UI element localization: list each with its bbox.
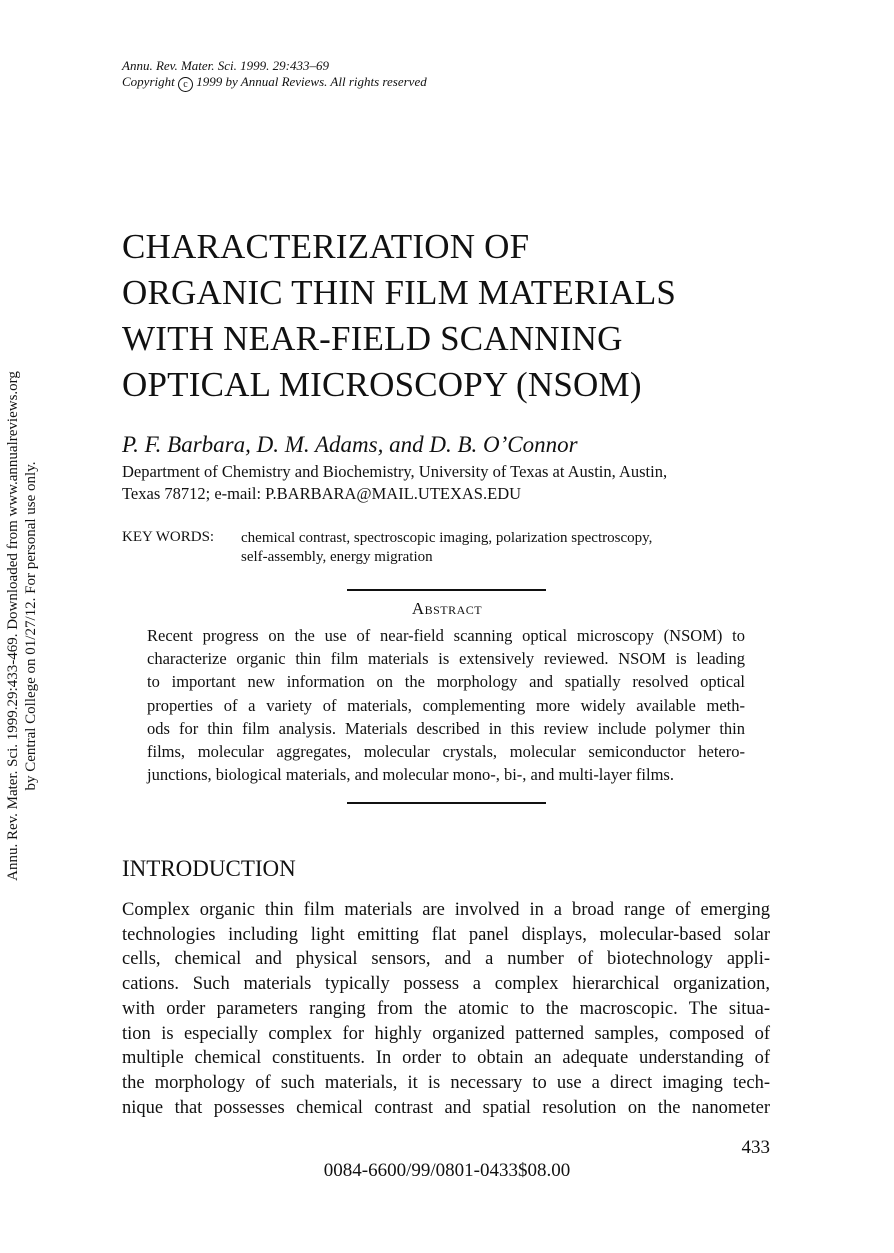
journal-citation: Annu. Rev. Mater. Sci. 1999. 29:433–69 — [122, 58, 329, 73]
keywords-line-2: self-assembly, energy migration — [241, 549, 433, 565]
intro-line: technologies including light emitting flat panel displays, molecular-based solar — [122, 924, 770, 945]
intro-line: cations. Such materials typically possess a complex hierarchical organization, — [122, 974, 770, 995]
affiliation-line-2: Texas 78712; e-mail: P.BARBARA@MAIL.UTEXAS.EDU — [122, 484, 522, 503]
authors: P. F. Barbara, D. M. Adams, and D. B. O’Connor — [122, 432, 578, 457]
intro-line: tion is especially complex for highly organized patterned samples, composed of — [122, 1023, 770, 1044]
article-title — [122, 224, 676, 408]
abstract-bottom-rule — [347, 802, 546, 804]
intro-line: the morphology of such materials, it is necessary to use a direct imaging tech- — [122, 1072, 770, 1093]
introduction-heading: INTRODUCTION — [122, 856, 296, 881]
issn-code: 0084-6600/99/0801-0433$08.00 — [323, 1160, 571, 1181]
keywords-label: KEY WORDS: — [122, 529, 215, 545]
abstract-line: properties of a variety of materials, complementing more widely available meth- — [147, 695, 745, 715]
abstract-line: junctions, biological materials, and molecular mono-, bi-, and multi-layer films. — [147, 765, 674, 785]
intro-line: nique that possesses chemical contrast and spatial resolution on the nanometer — [122, 1097, 770, 1118]
abstract-line: films, molecular aggregates, molecular crystals, molecular semiconductor hetero- — [147, 742, 745, 762]
side-note-line-1: Annu. Rev. Mater. Sci. 1999.29:433-469. Downloaded from www.annualreviews.org — [5, 371, 21, 881]
intro-line: Complex organic thin film materials are involved in a broad range of emerging — [122, 900, 770, 920]
affiliation — [122, 461, 667, 505]
copyright-line — [122, 74, 427, 92]
copyright-prefix: Copyright — [122, 74, 175, 89]
abstract-line: ods for thin film analysis. Materials described in this review include polymer thin — [147, 718, 745, 738]
copyright-symbol-icon: c — [178, 77, 193, 92]
page-number: 433 — [741, 1137, 770, 1158]
intro-line: cells, chemical and physical sensors, and a number of biotechnology appli- — [122, 949, 770, 970]
abstract-heading: Abstract — [411, 599, 483, 618]
keywords-line-1: chemical contrast, spectroscopic imaging, polarization spectroscopy, — [241, 530, 653, 546]
abstract-line: characterize organic thin film materials is extensively reviewed. NSOM is leading — [147, 649, 745, 669]
side-note-line-2: by Central College on 01/27/12. For personal use only. — [23, 461, 39, 791]
keywords — [241, 529, 652, 567]
introduction-text — [122, 898, 770, 1120]
intro-line: with order parameters ranging from the atomic to the macroscopic. The situa- — [122, 998, 770, 1019]
abstract-line: Recent progress on the use of near-field scanning optical microscopy (NSOM) to — [147, 626, 745, 645]
side-download-note — [0, 0, 60, 1253]
abstract-line: to important new information on the morphology and spatially resolved optical — [147, 672, 745, 692]
abstract-text — [147, 624, 745, 786]
title-line: ORGANIC THIN FILM MATERIALS — [122, 273, 677, 312]
intro-line: multiple chemical constituents. In order to obtain an adequate understanding of — [122, 1048, 770, 1069]
copyright-suffix: 1999 by Annual Reviews. All rights reserved — [196, 74, 427, 89]
title-line: OPTICAL MICROSCOPY (NSOM) — [122, 365, 642, 404]
title-line: WITH NEAR-FIELD SCANNING — [122, 319, 623, 358]
affiliation-line-1: Department of Chemistry and Biochemistry, University of Texas at Austin, Austin, — [122, 462, 668, 481]
title-line: CHARACTERIZATION OF — [122, 227, 530, 266]
abstract-top-rule — [347, 589, 546, 591]
journal-header — [122, 58, 427, 92]
